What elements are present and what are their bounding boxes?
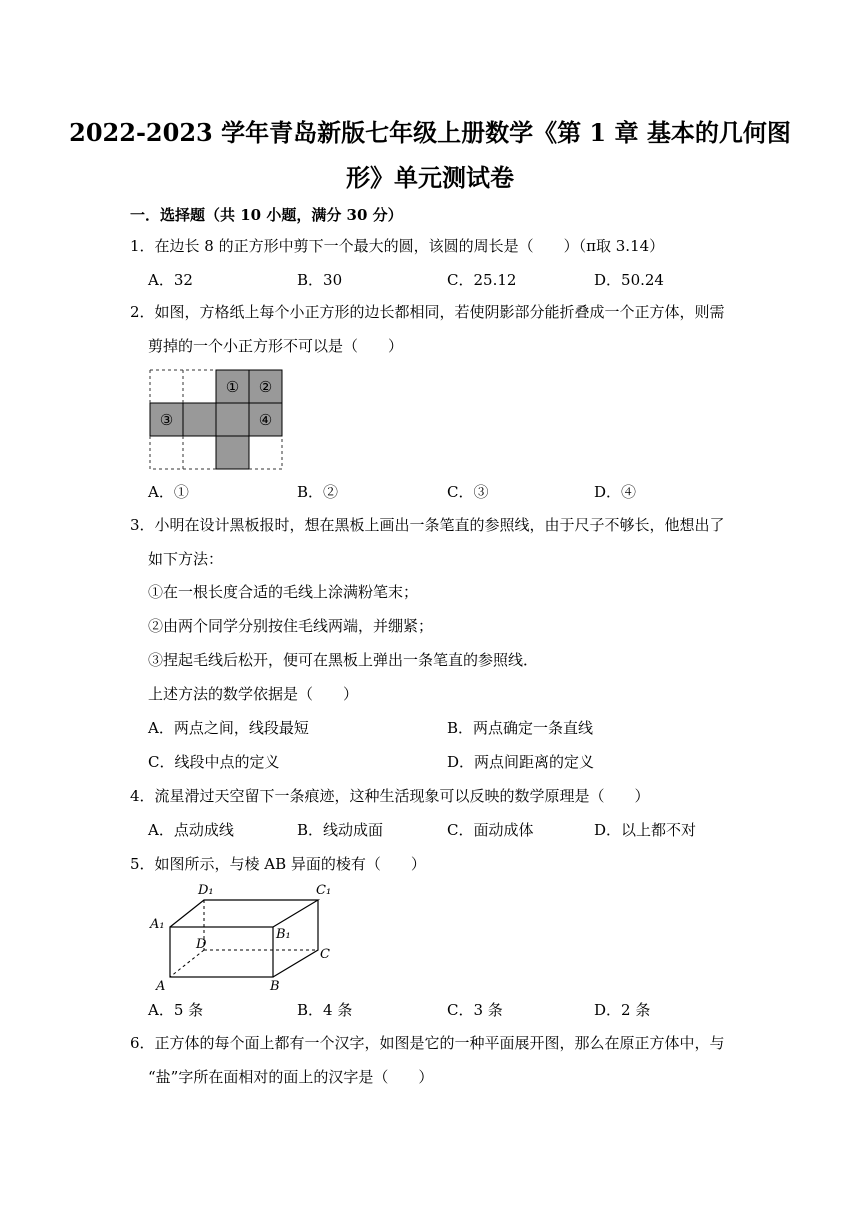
q5-label-c: C [320, 947, 330, 962]
q4-option-a: A．点动成线 [148, 821, 234, 839]
q5-label-d1: D₁ [198, 883, 214, 898]
q3-method-step-3: ③捏起毛线后松开，便可在黑板上弹出一条笔直的参照线． [148, 651, 539, 669]
q5-label-b1: B₁ [276, 927, 291, 942]
q4-option-d: D．以上都不对 [594, 821, 697, 839]
q1-option-b: B．30 [297, 271, 343, 289]
question-3-stem: 3．小明在设计黑板报时，想在黑板上画出一条笔直的参照线，由于尺子不够长，他想出了 [130, 516, 725, 534]
section-heading: 一．选择题（共 10 小题，满分 30 分） [130, 206, 403, 224]
q3-option-c: C．线段中点的定义 [148, 753, 280, 771]
q5-option-d: D．2 条 [594, 1001, 651, 1019]
q2-grid-figure [150, 370, 282, 469]
q5-option-a: A．5 条 [148, 1001, 204, 1019]
question-4-stem: 4．流星滑过天空留下一条痕迹，这种生活现象可以反映的数学原理是（ ） [130, 787, 650, 805]
q2-figure-label-1: ① [225, 378, 240, 396]
q5-cuboid-figure [148, 880, 338, 995]
q1-option-c: C．25.12 [447, 271, 517, 289]
q5-option-c: C．3 条 [447, 1001, 503, 1019]
q2-option-c: C．③ [447, 483, 489, 501]
q1-option-d: D．50.24 [594, 271, 664, 289]
page-title: 2022-2023 学年青岛新版七年级上册数学《第 1 章 基本的几何图 [69, 118, 791, 147]
question-3-stem-line2: 如下方法： [148, 550, 224, 568]
question-1-stem: 1．在边长 8 的正方形中剪下一个最大的圆，该圆的周长是（ ）（π取 3.14） [130, 237, 665, 255]
q1-option-a: A．32 [148, 271, 193, 289]
q5-label-c1: C₁ [316, 883, 332, 898]
q5-option-b: B．4 条 [297, 1001, 353, 1019]
q2-figure-label-3: ③ [159, 411, 174, 429]
q3-method-step-1: ①在一根长度合适的毛线上涂满粉笔末； [148, 583, 419, 601]
q2-option-b: B．② [297, 483, 339, 501]
question-6-stem: 6．正方体的每个面上都有一个汉字，如图是它的一种平面展开图，那么在原正方体中，与 [130, 1034, 725, 1052]
q5-label-a: A [156, 979, 166, 994]
q2-option-d: D．④ [594, 483, 637, 501]
q3-method-step-2: ②由两个同学分别按住毛线两端，并绷紧； [148, 617, 434, 635]
q5-label-a1: A₁ [150, 917, 165, 932]
q4-option-c: C．面动成体 [447, 821, 534, 839]
question-6-stem-line2: “盐”字所在面相对的面上的汉字是（ ） [148, 1068, 434, 1086]
q5-label-b: B [270, 979, 280, 994]
question-2-stem: 2．如图，方格纸上每个小正方形的边长都相同，若使阴影部分能折叠成一个正方体，则需 [130, 303, 725, 321]
q3-option-b: B．两点确定一条直线 [447, 719, 594, 737]
q2-figure-label-4: ④ [258, 411, 273, 429]
q3-question-line: 上述方法的数学依据是（ ） [148, 685, 359, 703]
q3-option-a: A．两点之间，线段最短 [148, 719, 309, 737]
page-title-line2: 形》单元测试卷 [346, 163, 514, 192]
question-2-stem-line2: 剪掉的一个小正方形不可以是（ ） [148, 337, 404, 355]
q2-option-a: A．① [148, 483, 189, 501]
q5-label-d: D [196, 937, 207, 952]
q4-option-b: B．线动成面 [297, 821, 384, 839]
q3-option-d: D．两点间距离的定义 [447, 753, 595, 771]
q2-figure-label-2: ② [258, 378, 273, 396]
question-5-stem: 5．如图所示，与棱 AB 异面的棱有（ ） [130, 855, 426, 873]
